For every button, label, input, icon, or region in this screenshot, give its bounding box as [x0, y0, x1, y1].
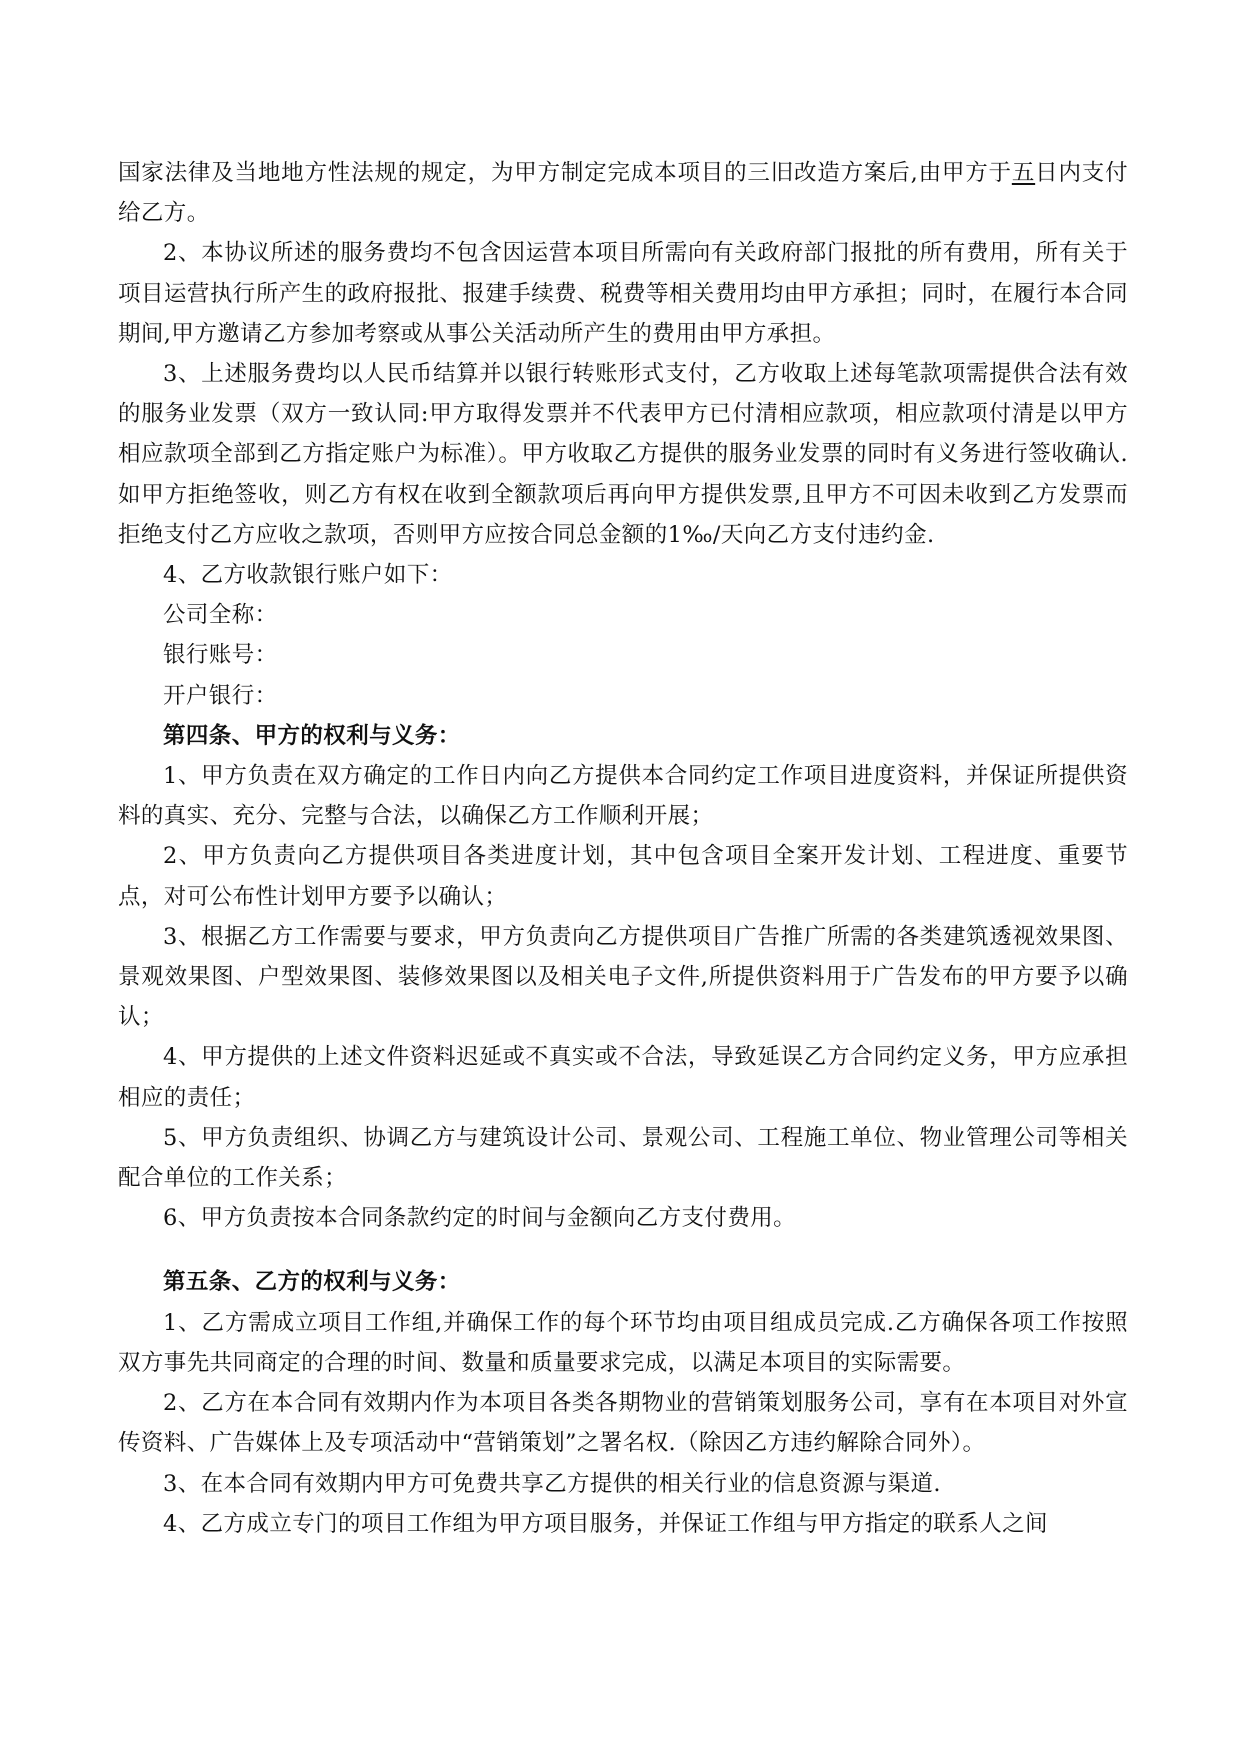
field-opening-bank: 开户银行：	[163, 682, 278, 709]
document-body	[118, 153, 1128, 1544]
article-4-heading: 第四条、甲方的权利与义务：	[163, 722, 461, 749]
article-4-clause-6: 6、甲方负责按本合同条款约定的时间与金额向乙方支付费用。	[163, 1205, 797, 1232]
article-4-clause-2: 2、甲方负责向乙方提供项目各类进度计划，其中包含项目全案开发计划、工程进度、重要节点，对可公布性计划甲方要予以确认；	[118, 843, 1128, 910]
payment-timing-text-a: 国家法律及当地地方性法规的规定，为甲方制定完成本项目的三旧改造方案后,由甲方于	[118, 160, 1012, 186]
article-5-clause-4: 4、乙方成立专门的项目工作组为甲方项目服务，并保证工作组与甲方指定的联系人之间	[163, 1510, 1048, 1537]
article-5-heading: 第五条、乙方的权利与义务：	[163, 1269, 461, 1296]
field-company-name: 公司全称：	[163, 602, 278, 629]
article-5-clause-3: 3、在本合同有效期内甲方可免费共享乙方提供的相关行业的信息资源与渠道.	[163, 1470, 941, 1497]
article-4-clause-4: 4、甲方提供的上述文件资料迟延或不真实或不合法，导致延误乙方合同约定义务，甲方应承担相应的责任；	[118, 1044, 1128, 1111]
article-4-clause-5: 5、甲方负责组织、协调乙方与建筑设计公司、景观公司、工程施工单位、物业管理公司等相关配合单位的工作关系；	[118, 1124, 1128, 1192]
article-5-clause-2: 2、乙方在本合同有效期内作为本项目各类各期物业的营销策划服务公司，享有在本项目对外宣传资料、广告媒体上及专项活动中“营销策划”之署名权.（除因乙方违约解除合同外）。	[118, 1390, 1128, 1457]
article-4-clause-1: 1、甲方负责在双方确定的工作日内向乙方提供本合同约定工作项目进度资料，并保证所提供资料的真实、充分、完整与合法，以确保乙方工作顺利开展；	[118, 763, 1128, 830]
clause-3-2-service-fee-exclusions: 2、本协议所述的服务费均不包含因运营本项目所需向有关政府部门报批的所有费用，所有关于项目运营执行所产生的政府报批、报建手续费、税费等相关费用均由甲方承担；同时，在履行本合同期间,甲方邀请乙方参加考察或从事公关活动所产生的费用由甲方承担。	[118, 240, 1128, 347]
clause-3-4-bank-account: 4、乙方收款银行账户如下：	[163, 562, 453, 589]
article-4-clause-3: 3、根据乙方工作需要与要求，甲方负责向乙方提供项目广告推广所需的各类建筑透视效果图、景观效果图、户型效果图、装修效果图以及相关电子文件,所提供资料用于广告发布的甲方要予以确认；	[118, 923, 1128, 1031]
article-5-clause-1: 1、乙方需成立项目工作组,并确保工作的每个环节均由项目组成员完成.乙方确保各项工作按照双方事先共同商定的合理的时间、数量和质量要求完成，以满足本项目的实际需要。	[118, 1309, 1128, 1376]
clause-3-3-settlement-invoice: 3、上述服务费均以人民币结算并以银行转账形式支付，乙方收取上述每笔款项需提供合法有效的服务业发票（双方一致认同:甲方取得发票并不代表甲方已付清相应款项，相应款项付清是以甲方相应款项全部到乙方指定账户为标准）。甲方收取乙方提供的服务业发票的同时有义务进行签收确认.如甲方拒绝签收，则乙方有权在收到全额款项后再向甲方提供发票,且甲方不可因未收到乙方发票而拒绝支付乙方应收之款项，否则甲方应按合同总金额的1‰/天向乙方支付违约金.	[118, 361, 1128, 548]
payment-days-underlined: 五	[1011, 160, 1036, 186]
section-spacer	[118, 1238, 1128, 1262]
paragraph-payment-timing	[118, 153, 1128, 233]
payment-timing-text-b: 日内支付给乙方。	[118, 160, 1128, 227]
field-bank-account: 银行账号：	[163, 642, 278, 669]
